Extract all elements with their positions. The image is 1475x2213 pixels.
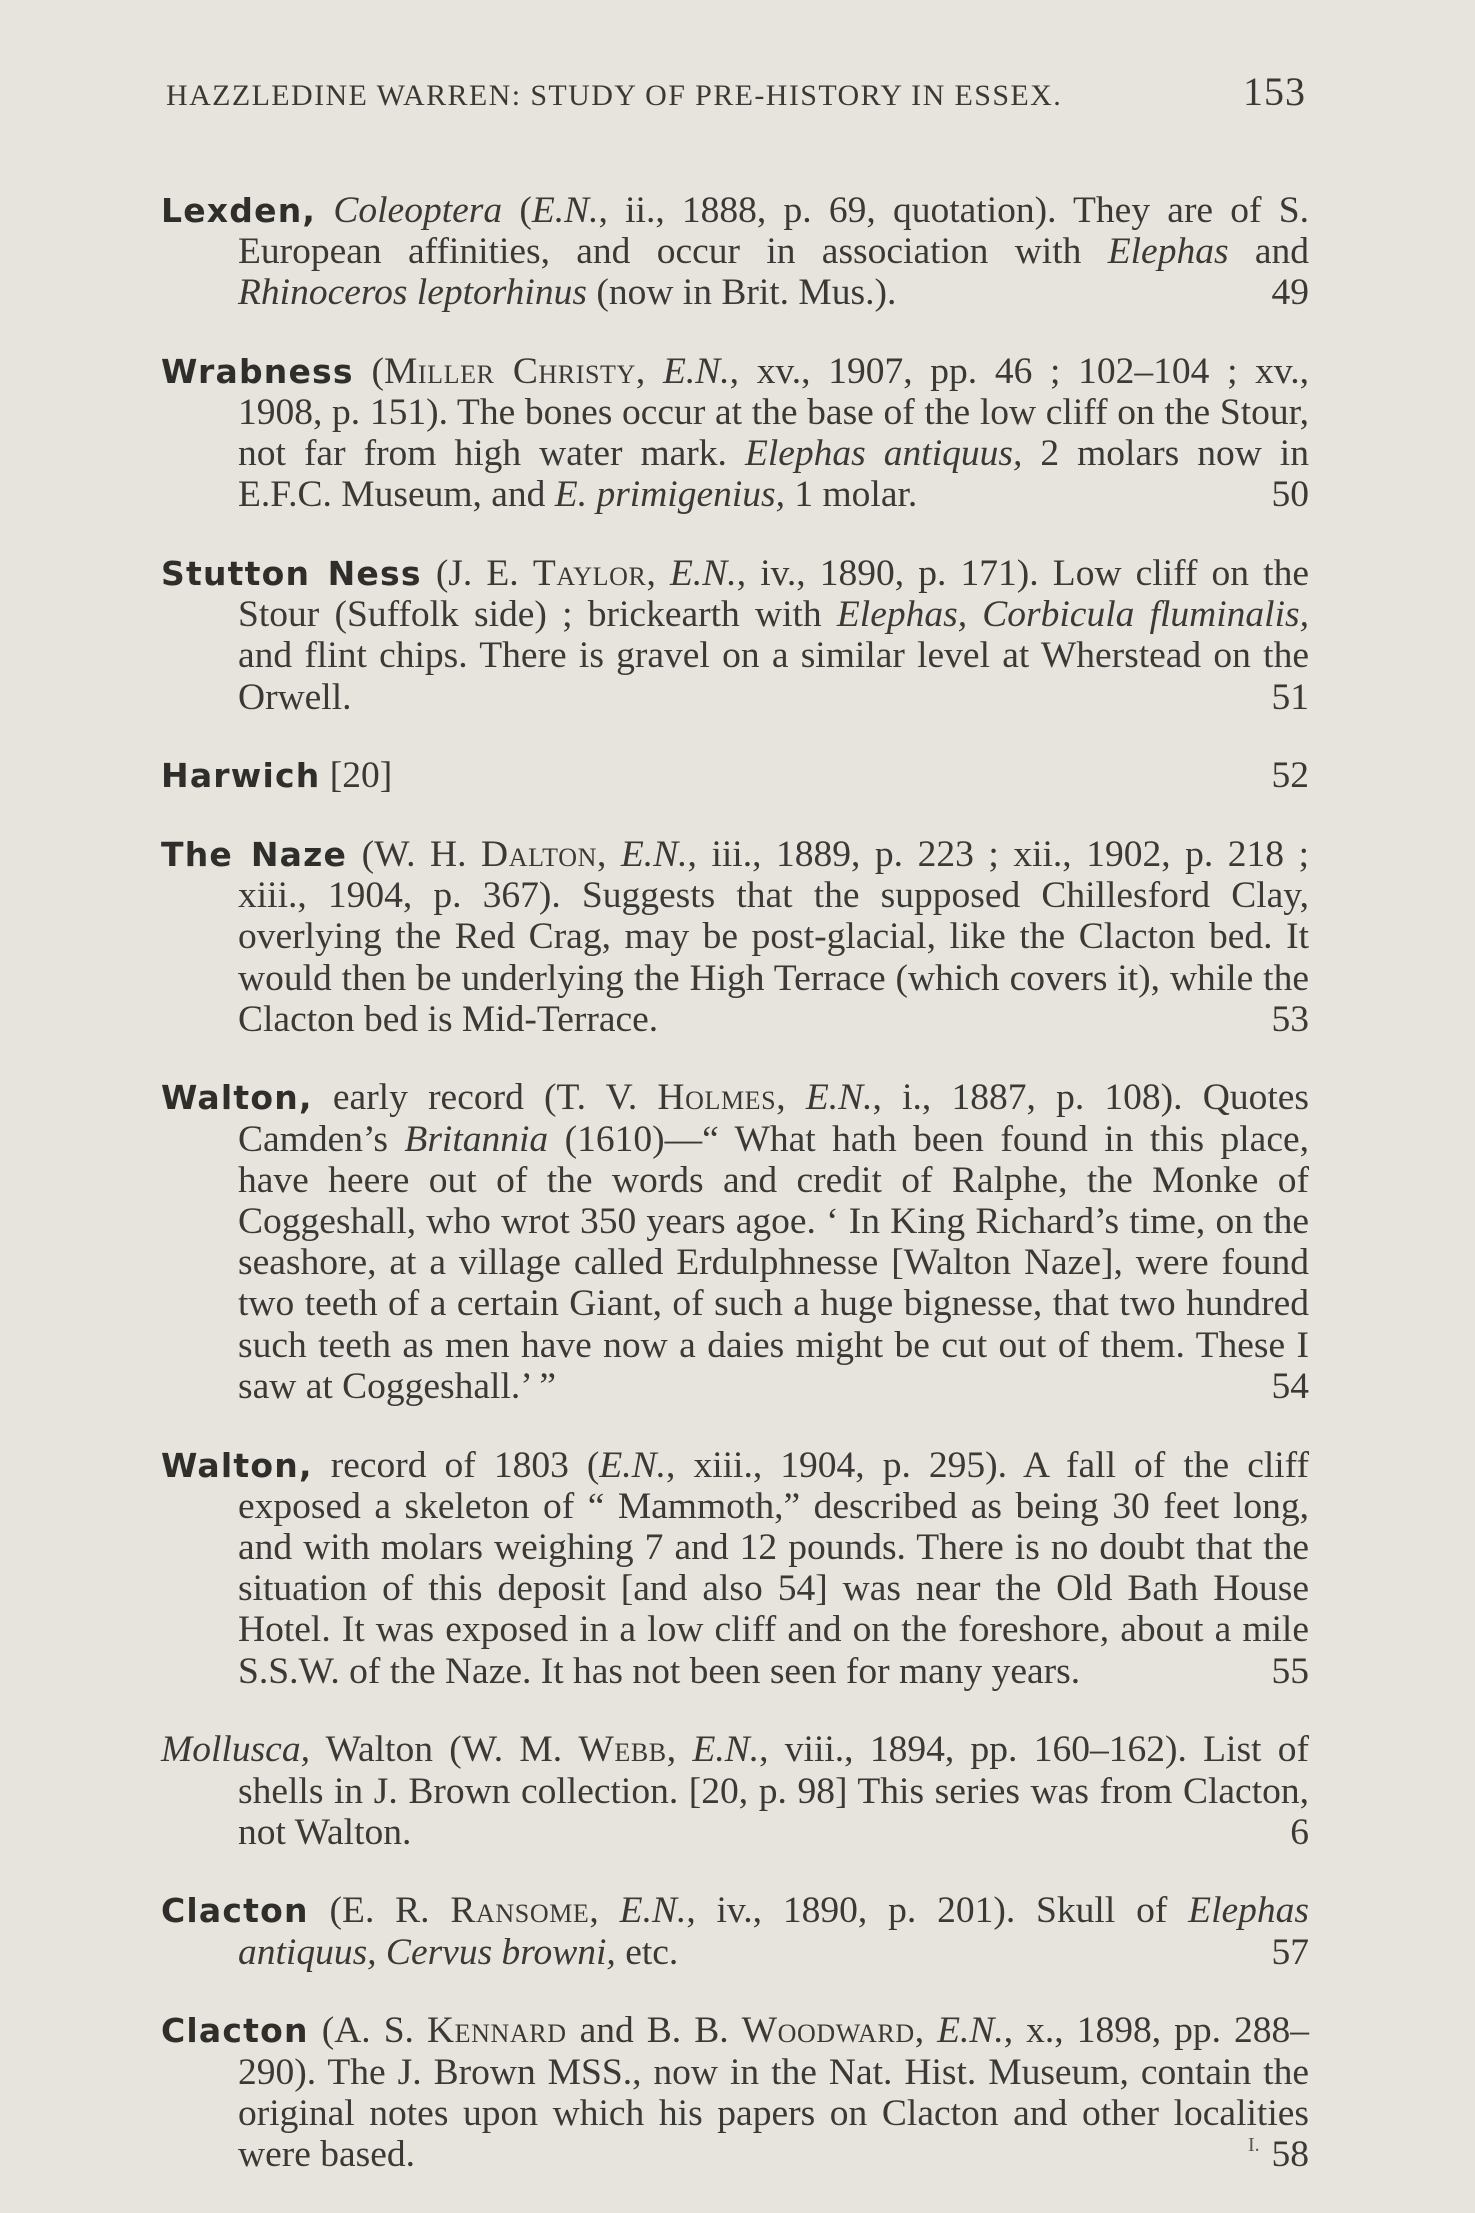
journal-ref: E.N. <box>692 1729 760 1771</box>
author: Kennard <box>426 2010 567 2052</box>
author: Dalton <box>481 833 597 875</box>
journal-ref: E.N. <box>662 350 730 392</box>
entry-wrabness: Wrabness (Miller Christy, E.N., xv., 1907, pp. 46 ; 102–104 ; xv., 1908, p. 151). The bones occur at the base of the low cliff on the Stour, not far from high water mark. Elephas antiquus, 2 molars now in E.F.C. Museum, and E. primigenius, 1 molar. 50 <box>161 350 1309 516</box>
species: Elephas antiquus, <box>744 433 1023 475</box>
entry-heading: Walton, <box>161 1078 313 1118</box>
species: Elephas <box>1107 230 1229 272</box>
journal-ref: E.N. <box>619 1890 687 1932</box>
entry-number: 58 <box>1271 2133 1309 2175</box>
entry-number: 50 <box>1271 474 1309 516</box>
taxon: Coleoptera <box>333 189 503 231</box>
entry-number: 49 <box>1271 271 1309 313</box>
entry-walton-early: Walton, early record (T. V. Holmes, E.N., i., 1887, p. 108). Quotes Camden’s Britannia (1610)—“ What hath been found in this place, have heere out of the words and credit of Ralphe, the Monke of Coggeshall, who wrot 350 years agoe. ‘ In King Richard’s time, on the seashore, at a village called Erdulphnesse [Walton Naze], were found two teeth of a certain Giant, of such a huge bignesse, that two hundred such teeth as men have now a daies might be cut out of them. These I saw at Coggeshall.’ ” 54 <box>161 1077 1309 1407</box>
entry-clacton-kennard: Clacton (A. S. Kennard and B. B. Woodward, E.N., x., 1898, pp. 288–290). The J. Brown MSS., now in the Nat. Hist. Museum, contain the original notes upon which his papers on Clacton and other localities were based. 58 <box>161 2010 1310 2175</box>
entry-heading: Harwich <box>161 756 321 796</box>
author: Taylor <box>532 552 647 594</box>
journal-ref: E.N. <box>670 552 737 594</box>
signature-mark: I. <box>1248 2134 1260 2156</box>
entry-clacton-ransome: Clacton (E. R. Ransome, E.N., iv., 1890, p. 201). Skull of Elephas antiquus, Cervus browni, etc. 57 <box>161 1890 1309 1973</box>
journal-ref: E.N. <box>531 189 599 231</box>
species: Elephas, Corbicula fluminalis, <box>836 594 1309 636</box>
entry-list <box>161 152 1309 2185</box>
entry-heading: Walton, <box>161 1445 313 1485</box>
entry-walton-1803: Walton, record of 1803 (E.N., xiii., 1904, p. 295). A fall of the cliff exposed a skeleton of “ Mammoth,” described as being 30 feet long, and with molars weighing 7 and 12 pounds. There is no doubt that the situation of this deposit [and also 54] was near the Old Bath House Hotel. It was exposed in a low cliff and on the foreshore, about a mile S.S.W. of the Naze. It has not been seen for many years. 55 <box>161 1444 1309 1692</box>
entry-number: 53 <box>1271 998 1309 1040</box>
entry-heading: The Naze <box>161 834 348 874</box>
entry-number: 51 <box>1271 676 1309 718</box>
entry-heading: Clacton <box>161 2011 309 2051</box>
running-title: HAZZLEDINE WARREN: STUDY OF PRE-HISTORY IN ESSEX. <box>166 79 1063 112</box>
journal-ref: E.N. <box>805 1077 873 1119</box>
entry-number: 6 <box>1290 1811 1309 1853</box>
entry-lexden: Lexden, Coleoptera (E.N., ii., 1888, p. 69, quotation). They are of S. European affinities, and occur in association with Elephas and Rhinoceros leptorhinus (now in Brit. Mus.). 49 <box>161 189 1310 313</box>
author: Holmes <box>657 1077 777 1119</box>
entry-heading: Stutton Ness <box>161 553 422 593</box>
entry-number: 57 <box>1271 1931 1309 1973</box>
species: Elephas antiquus, Cervus browni, <box>238 1890 1309 1973</box>
taxon: Mollusca, <box>161 1729 310 1771</box>
work-title: Britannia <box>404 1118 549 1160</box>
author: Ransome <box>450 1890 590 1932</box>
journal-ref: E.N. <box>620 833 688 875</box>
entry-heading: Lexden, <box>161 190 317 230</box>
species: E. primigenius, <box>554 474 785 516</box>
entry-the-naze: The Naze (W. H. Dalton, E.N., iii., 1889, p. 223 ; xii., 1902, p. 218 ; xiii., 1904, p. 367). Suggests that the supposed Chillesford Clay, overlying the Red Crag, may be post-glacial, like the Clacton bed. It would then be underlying the High Terrace (which covers it), while the Clacton bed is Mid-Terrace. 53 <box>161 833 1310 1040</box>
page-number: 153 <box>1243 69 1306 114</box>
journal-ref: E.N. <box>599 1444 667 1486</box>
entry-number: 55 <box>1271 1650 1309 1692</box>
author: Webb <box>578 1729 667 1771</box>
entry-number: 54 <box>1271 1365 1309 1407</box>
entry-stutton-ness: Stutton Ness (J. E. Taylor, E.N., iv., 1890, p. 171). Low cliff on the Stour (Suffolk side) ; brickearth with Elephas, Corbicula fluminalis, and flint chips. There is gravel on a similar level at Wherstead on the Orwell. 51 <box>161 552 1309 718</box>
author: Woodward <box>741 2010 915 2052</box>
entry-heading: Wrabness <box>161 351 354 391</box>
entry-harwich: Harwich [20] 52 <box>161 755 1309 797</box>
entry-heading: Clacton <box>161 1891 309 1931</box>
entry-number: 52 <box>1271 755 1309 797</box>
species: Rhinoceros leptorhinus <box>238 271 587 313</box>
entry-mollusca-walton: Mollusca, Walton (W. M. Webb, E.N., viii., 1894, pp. 160–162). List of shells in J. Brown collection. [20, p. 98] This series was from Clacton, not Walton. 6 <box>161 1729 1310 1853</box>
author: Miller Christy <box>383 350 636 392</box>
running-head <box>166 68 1306 120</box>
journal-ref: E.N. <box>937 2010 1004 2052</box>
